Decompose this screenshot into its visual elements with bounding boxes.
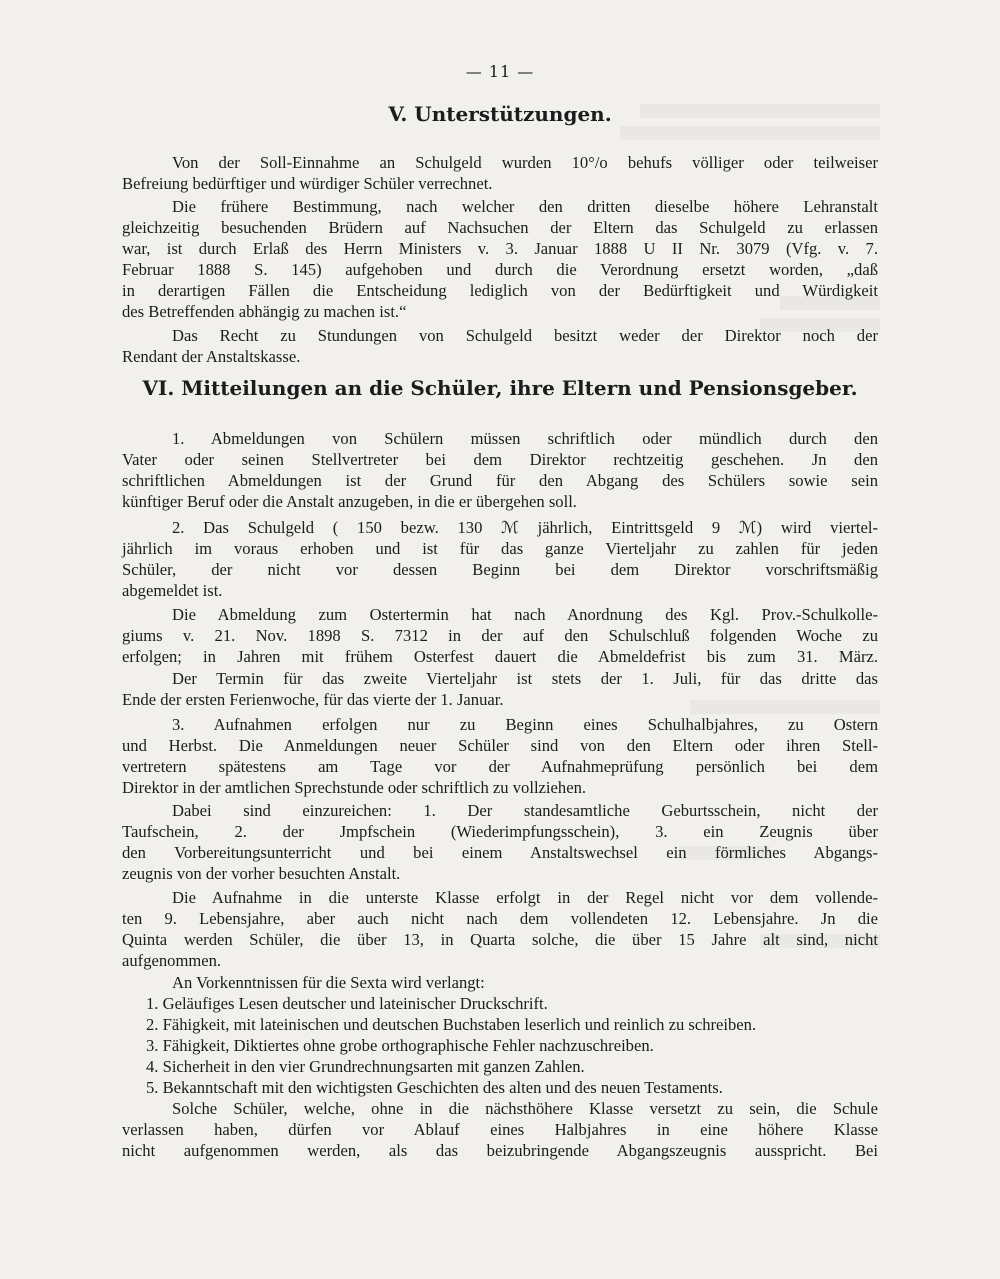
text-line: Taufschein, 2. der Jmpfschein (Wiederimpfungsschein), 3. ein Zeugnis über [122,822,878,841]
text-line: Dabei sind einzureichen: 1. Der standesamtliche Geburtsschein, nicht der [172,801,878,820]
text-line: verlassen haben, dürfen vor Ablauf eines Halbjahres in eine höhere Klasse [122,1120,878,1139]
text-line: und Herbst. Die Anmeldungen neuer Schüler sind von den Eltern oder ihren Stell- [122,736,878,755]
text-line: giums v. 21. Nov. 1898 S. 7312 in der auf den Schulschluß folgenden Woche zu [122,626,878,645]
text-line: 1. Abmeldungen von Schülern müssen schriftlich oder mündlich durch den [172,429,878,448]
text-line: Der Termin für das zweite Vierteljahr ist stets der 1. Juli, für das dritte das [172,669,878,688]
text-line: Quinta werden Schüler, die über 13, in Quarta solche, die über 15 Jahre alt sind, nicht [122,930,878,949]
text-line: jährlich im voraus erhoben und ist für das ganze Vierteljahr zu zahlen für jeden [122,539,878,558]
list-item: 4. Sicherheit in den vier Grundrechnungsarten mit ganzen Zahlen. [146,1057,585,1076]
text-line: vertretern spätestens am Tage vor der Aufnahmeprüfung persönlich bei dem [122,757,878,776]
text-line: zeugnis von der vorher besuchten Anstalt. [122,864,401,883]
text-line: nicht aufgenommen werden, als das beizubringende Abgangszeugnis ausspricht. Bei [122,1141,878,1160]
text-line: Die Aufnahme in die unterste Klasse erfolgt in der Regel nicht vor dem vollende- [172,888,878,907]
text-line: erfolgen; in Jahren mit frühem Osterfest dauert die Abmeldefrist bis zum 31. März. [122,647,878,666]
text-line: 2. Das Schulgeld ( 150 bezw. 130 ℳ jährlich, Eintrittsgeld 9 ℳ) wird viertel- [172,518,878,537]
text-line: Von der Soll-Einnahme an Schulgeld wurden 10°/o behufs völliger oder teilweiser [172,153,878,172]
text-line: gleichzeitig besuchenden Brüdern auf Nachsuchen der Eltern das Schulgeld zu erlassen [122,218,878,237]
text-line: An Vorkenntnissen für die Sexta wird verlangt: [172,973,485,992]
list-item: 3. Fähigkeit, Diktiertes ohne grobe orthographische Fehler nachzuschreiben. [146,1036,654,1055]
text-line: Die frühere Bestimmung, nach welcher den dritten dieselbe höhere Lehranstalt [172,197,878,216]
text-line: Februar 1888 S. 145) aufgehoben und durch die Verordnung ersetzt worden, „daß [122,260,878,279]
text-line: schriftlichen Abmeldungen ist der Grund für den Abgang des Schülers sowie sein [122,471,878,490]
text-line: abgemeldet ist. [122,581,223,600]
text-line: des Betreffenden abhängig zu machen ist.“ [122,302,407,321]
text-line: ten 9. Lebensjahre, aber auch nicht nach dem vollendeten 12. Lebensjahre. Jn die [122,909,878,928]
text-line: aufgenommen. [122,951,222,970]
text-line: in derartigen Fällen die Entscheidung lediglich von der Bedürftigkeit und Würdigkeit [122,281,878,300]
text-line: den Vorbereitungsunterricht und bei einem Anstaltswechsel ein förmliches Abgangs- [122,843,878,862]
text-line: Die Abmeldung zum Ostertermin hat nach Anordnung des Kgl. Prov.-Schulkolle- [172,605,878,624]
list-item: 1. Geläufiges Lesen deutscher und lateinischer Druckschrift. [146,994,548,1013]
text-line: Solche Schüler, welche, ohne in die nächsthöhere Klasse versetzt zu sein, die Schule [172,1099,878,1118]
section-vi-heading: VI. Mitteilungen an die Schüler, ihre Eltern und Pensionsgeber. [142,376,858,400]
text-line: war, ist durch Erlaß des Herrn Ministers v. 3. Januar 1888 U II Nr. 3079 (Vfg. v. 7. [122,239,878,258]
text-line: Rendant der Anstaltskasse. [122,347,301,366]
text-line: künftiger Beruf oder die Anstalt anzugeben, in die er übergehen soll. [122,492,577,511]
text-line: Ende der ersten Ferienwoche, für das vierte der 1. Januar. [122,690,504,709]
list-item: 5. Bekanntschaft mit den wichtigsten Geschichten des alten und des neuen Testaments. [146,1078,723,1097]
text-line: Vater oder seinen Stellvertreter bei dem Direktor rechtzeitig geschehen. Jn den [122,450,878,469]
text-line: 3. Aufnahmen erfolgen nur zu Beginn eines Schulhalbjahres, zu Ostern [172,715,878,734]
text-line: Befreiung bedürftiger und würdiger Schüler verrechnet. [122,174,493,193]
text-line: Schüler, der nicht vor dessen Beginn bei dem Direktor vorschriftsmäßig [122,560,878,579]
page-number: — 11 — [465,62,535,81]
list-item: 2. Fähigkeit, mit lateinischen und deutschen Buchstaben leserlich und reinlich zu schreiben. [146,1015,757,1034]
text-line: Das Recht zu Stundungen von Schulgeld besitzt weder der Direktor noch der [172,326,878,345]
text-line: Direktor in der amtlichen Sprechstunde oder schriftlich zu vollziehen. [122,778,587,797]
section-v-heading: V. Unterstützungen. [388,102,612,126]
